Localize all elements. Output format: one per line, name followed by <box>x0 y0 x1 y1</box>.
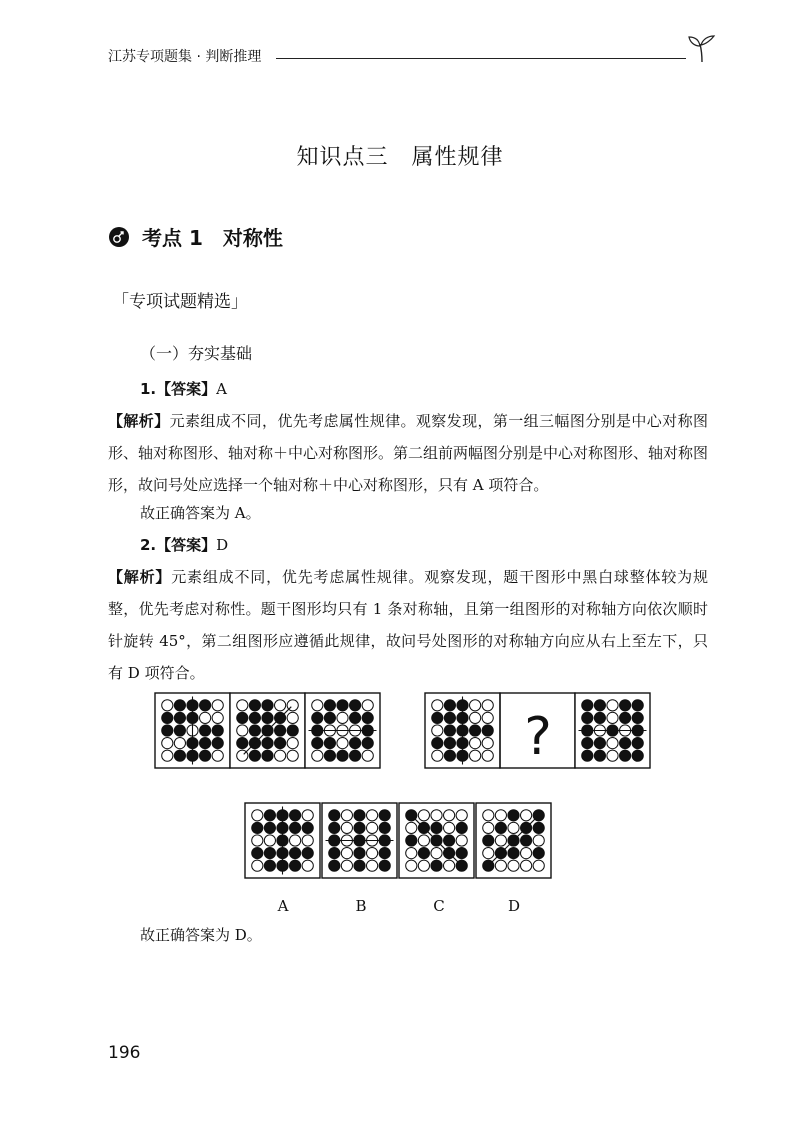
q2-conclusion: 故正确答案为 D。 <box>140 926 262 944</box>
option-d-panel-dot <box>533 822 544 833</box>
stem-panel-3-dot <box>362 712 373 723</box>
option-c-panel-dot <box>418 848 429 859</box>
option-d-panel-dot <box>533 848 544 859</box>
stem-panel-2-dot <box>237 700 248 711</box>
stem-panel-4-dot <box>470 725 481 736</box>
stem-panel-3-dot <box>337 712 348 723</box>
stem-panel-2-dot <box>249 725 260 736</box>
option-b-panel-dot <box>329 860 340 871</box>
stem-panel-5-dot <box>620 700 631 711</box>
option-c-panel-dot <box>444 810 455 821</box>
option-c-panel-dot <box>444 822 455 833</box>
option-a-panel-dot <box>290 860 301 871</box>
stem-panel-3-dot <box>324 700 335 711</box>
stem-panel-1-dot <box>174 725 185 736</box>
header-rule <box>276 58 686 59</box>
option-a-panel-dot <box>264 835 275 846</box>
practice-heading: 「专项试题精选」 <box>112 292 248 312</box>
stem-panel-3-dot <box>350 750 361 761</box>
option-c-panel-dot <box>431 822 442 833</box>
option-label-b: B <box>355 897 367 915</box>
stem-panel-5-dot <box>582 712 593 723</box>
stem-panel-4-dot <box>470 738 481 749</box>
option-c-panel-dot <box>444 860 455 871</box>
option-d-panel-dot <box>483 810 494 821</box>
stem-panel-1-dot <box>200 725 211 736</box>
stem-panel-1-dot <box>162 725 173 736</box>
stem-panel-5-dot <box>632 750 643 761</box>
q2-analysis-label: 【解析】 <box>108 568 172 586</box>
option-b-panel-dot <box>379 810 390 821</box>
stem-panel-2-dot <box>249 700 260 711</box>
stem-panel-2-dot <box>262 738 273 749</box>
stem-panel-2-dot <box>287 750 298 761</box>
stem-panel-3-dot <box>312 738 323 749</box>
option-b-panel-dot <box>379 848 390 859</box>
page-number: 196 <box>108 1043 141 1063</box>
stem-panel-2-dot <box>249 750 260 761</box>
option-c-panel-dot <box>418 860 429 871</box>
option-c-panel-dot <box>456 822 467 833</box>
stem-panel-5-dot <box>620 750 631 761</box>
stem-panel-3-dot <box>350 700 361 711</box>
option-b-panel-dot <box>367 810 378 821</box>
option-label-c: C <box>433 897 445 915</box>
stem-panel-3-dot <box>362 750 373 761</box>
option-b-panel-dot <box>367 860 378 871</box>
stem-panel-5-dot <box>607 712 618 723</box>
section-title: 知识点三 属性规律 <box>296 145 504 170</box>
stem-panel-2-dot <box>287 712 298 723</box>
stem-panel-4-dot <box>482 750 493 761</box>
option-d-panel-dot <box>508 810 519 821</box>
stem-panel-3-dot <box>312 712 323 723</box>
stem-panel-1-dot <box>212 700 223 711</box>
option-a-panel-dot <box>302 822 313 833</box>
stem-panel-2-dot <box>262 712 273 723</box>
option-c-panel-dot <box>418 810 429 821</box>
stem-panel-5-dot <box>594 700 605 711</box>
option-label-a: A <box>277 897 289 915</box>
stem-panel-1-dot <box>162 712 173 723</box>
stem-panel-1-dot <box>200 738 211 749</box>
stem-panel-5-dot <box>582 750 593 761</box>
option-c-panel-dot <box>418 835 429 846</box>
stem-panel-1-dot <box>162 700 173 711</box>
q1-conclusion: 故正确答案为 A。 <box>140 504 261 522</box>
option-b-panel-dot <box>341 860 352 871</box>
option-a-panel-dot <box>302 835 313 846</box>
option-a-panel-dot <box>290 810 301 821</box>
option-d-panel-dot <box>533 860 544 871</box>
option-a-panel-dot <box>290 822 301 833</box>
option-c-panel-dot <box>431 860 442 871</box>
stem-panel-4-dot <box>432 725 443 736</box>
option-a-panel-dot <box>302 860 313 871</box>
option-b-panel-dot <box>329 822 340 833</box>
stem-panel-4-dot <box>432 712 443 723</box>
option-d-panel-dot <box>495 835 506 846</box>
option-b-panel-dot <box>341 810 352 821</box>
puzzle-figure <box>150 688 660 897</box>
q1-analysis <box>108 405 708 501</box>
stem-panel-1-dot <box>174 700 185 711</box>
stem-panel-5-dot <box>607 738 618 749</box>
option-a-panel-dot <box>290 848 301 859</box>
stem-panel-5-dot <box>594 750 605 761</box>
stem-panel-3-dot <box>350 738 361 749</box>
kaodian-title: 考点 1 对称性 <box>142 226 283 250</box>
stem-panel-4-dot <box>482 738 493 749</box>
option-d-panel-dot <box>521 835 532 846</box>
stem-panel-5-dot <box>582 700 593 711</box>
option-d-panel-dot <box>508 822 519 833</box>
stem-panel-1-dot <box>212 750 223 761</box>
option-a-panel-dot <box>252 810 263 821</box>
stem-panel-2-dot <box>262 700 273 711</box>
option-c-panel-dot <box>431 810 442 821</box>
option-a-panel-dot <box>264 810 275 821</box>
puzzle-svg <box>150 688 660 893</box>
option-d-panel-dot <box>521 848 532 859</box>
stem-panel-3-dot <box>337 738 348 749</box>
stem-panel-4-dot <box>432 738 443 749</box>
stem-panel-2-dot <box>237 738 248 749</box>
stem-panel-2-dot <box>287 725 298 736</box>
stem-panel-1-dot <box>200 700 211 711</box>
option-b-panel-dot <box>341 848 352 859</box>
option-a-panel-dot <box>264 860 275 871</box>
stem-panel-2-dot <box>275 700 286 711</box>
stem-panel-4-dot <box>470 750 481 761</box>
stem-panel-3-dot <box>324 712 335 723</box>
stem-panel-2-dot <box>237 725 248 736</box>
stem-panel-2-dot <box>275 738 286 749</box>
stem-panel-4-dot <box>444 712 455 723</box>
option-c-panel-dot <box>456 848 467 859</box>
option-d-panel-dot <box>495 810 506 821</box>
option-a-panel-dot <box>290 835 301 846</box>
running-header: 江苏专项题集 · 判断推理 <box>108 49 262 65</box>
q2-analysis <box>108 561 708 689</box>
sprout-icon <box>684 34 720 68</box>
stem-panel-1-dot <box>212 738 223 749</box>
stem-panel-1-dot <box>162 750 173 761</box>
option-a-panel-dot <box>264 848 275 859</box>
stem-panel-4-dot <box>432 700 443 711</box>
option-c-panel-dot <box>456 810 467 821</box>
stem-panel-5-dot <box>594 738 605 749</box>
stem-panel-3-dot <box>324 750 335 761</box>
option-d-panel-dot <box>508 860 519 871</box>
stem-panel-3-dot <box>337 700 348 711</box>
practice-subheading: （一）夯实基础 <box>140 344 253 363</box>
stem-panel-3-dot <box>324 738 335 749</box>
stem-panel-5-dot <box>632 700 643 711</box>
stem-panel-2-dot <box>237 712 248 723</box>
stem-panel-1-dot <box>174 712 185 723</box>
stem-panel-5-dot <box>620 738 631 749</box>
stem-panel-4-dot <box>482 725 493 736</box>
option-d-panel-dot <box>533 835 544 846</box>
option-a-panel-dot <box>252 848 263 859</box>
stem-panel-5-dot <box>620 712 631 723</box>
stem-panel-3-dot <box>337 750 348 761</box>
stem-panel-4-dot <box>444 750 455 761</box>
q1-answer-label: 1.【答案】 <box>140 380 217 398</box>
option-c-panel-dot <box>406 860 417 871</box>
question-mark: ? <box>524 707 552 767</box>
option-label-d: D <box>507 897 521 915</box>
q2-answer-label: 2.【答案】 <box>140 536 217 554</box>
stem-panel-4-dot <box>470 712 481 723</box>
stem-panel-1-dot <box>162 738 173 749</box>
option-b-panel-dot <box>354 860 365 871</box>
option-d-panel-dot <box>521 810 532 821</box>
option-b-panel-dot <box>379 860 390 871</box>
option-a-panel-dot <box>252 860 263 871</box>
stem-panel-1-dot <box>212 725 223 736</box>
stem-panel-1-dot <box>212 712 223 723</box>
stem-panel-5-dot <box>582 738 593 749</box>
option-c-panel-dot <box>431 848 442 859</box>
option-c-panel-dot <box>406 848 417 859</box>
q1-analysis-label: 【解析】 <box>108 412 170 430</box>
stem-panel-3-dot <box>312 700 323 711</box>
bullet-icon <box>108 226 130 248</box>
option-d-panel-dot <box>521 860 532 871</box>
stem-panel-1-dot <box>200 750 211 761</box>
stem-panel-4-dot <box>470 700 481 711</box>
option-d-panel-dot <box>483 822 494 833</box>
stem-panel-2-dot <box>287 738 298 749</box>
option-b-panel-dot <box>341 822 352 833</box>
option-b-panel-dot <box>379 822 390 833</box>
stem-panel-1-dot <box>174 750 185 761</box>
stem-panel-4-dot <box>444 738 455 749</box>
option-a-panel-dot <box>252 822 263 833</box>
option-c-panel-dot <box>444 835 455 846</box>
option-a-panel-dot <box>302 810 313 821</box>
option-d-panel-dot <box>495 860 506 871</box>
stem-panel-2-dot <box>275 750 286 761</box>
q2-analysis-text: 元素组成不同，优先考虑属性规律。观察发现，题干图形中黑白球整体较为规整，优先考虑对称性。题干图形均只有 1 条对称轴，且第一组图形的对称轴方向依次顺时针旋转 45°，第二组图形应遵循此规律，故问号处图形的对称轴方向应从右上至左下，只有 D 项符合。 <box>108 568 708 682</box>
option-a-panel-dot <box>252 835 263 846</box>
stem-panel-3-dot <box>362 700 373 711</box>
stem-panel-5-dot <box>607 750 618 761</box>
q2-answer-value: D <box>216 536 229 554</box>
stem-panel-3-dot <box>362 738 373 749</box>
q2-answer <box>108 529 740 561</box>
stem-panel-1-dot <box>174 738 185 749</box>
stem-panel-4-dot <box>444 725 455 736</box>
option-d-panel-dot <box>508 848 519 859</box>
stem-panel-3-dot <box>350 712 361 723</box>
option-b-panel-dot <box>354 848 365 859</box>
stem-panel-4-dot <box>444 700 455 711</box>
option-b-panel-dot <box>367 848 378 859</box>
stem-panel-5-dot <box>632 738 643 749</box>
option-a-panel-dot <box>264 822 275 833</box>
option-d-panel-dot <box>483 848 494 859</box>
stem-panel-1-dot <box>200 712 211 723</box>
stem-panel-5-dot <box>594 712 605 723</box>
stem-panel-3-dot <box>312 750 323 761</box>
option-a-panel-dot <box>302 848 313 859</box>
option-b-panel-dot <box>354 822 365 833</box>
option-b-panel-dot <box>329 810 340 821</box>
stem-panel-2-dot <box>262 750 273 761</box>
stem-panel-4-dot <box>482 700 493 711</box>
stem-panel-4-dot <box>432 750 443 761</box>
option-c-panel-dot <box>406 822 417 833</box>
option-b-panel-dot <box>329 848 340 859</box>
q1-answer <box>108 373 740 405</box>
option-d-panel-dot <box>495 822 506 833</box>
stem-panel-5-dot <box>632 712 643 723</box>
stem-panel-4-dot <box>482 712 493 723</box>
option-b-panel-dot <box>354 810 365 821</box>
q1-answer-value: A <box>216 380 227 398</box>
option-c-panel-dot <box>406 835 417 846</box>
stem-panel-2-dot <box>275 725 286 736</box>
option-c-panel-dot <box>456 835 467 846</box>
option-d-panel-dot <box>483 835 494 846</box>
option-b-panel-dot <box>367 822 378 833</box>
stem-panel-5-dot <box>607 700 618 711</box>
stem-panel-2-dot <box>249 712 260 723</box>
q1-analysis-text: 元素组成不同，优先考虑属性规律。观察发现，第一组三幅图分别是中心对称图形、轴对称图形、轴对称＋中心对称图形。第二组前两幅图分别是中心对称图形、轴对称图形，故问号处应选择一个轴对称＋中心对称图形，只有 A 项符合。 <box>108 412 709 494</box>
